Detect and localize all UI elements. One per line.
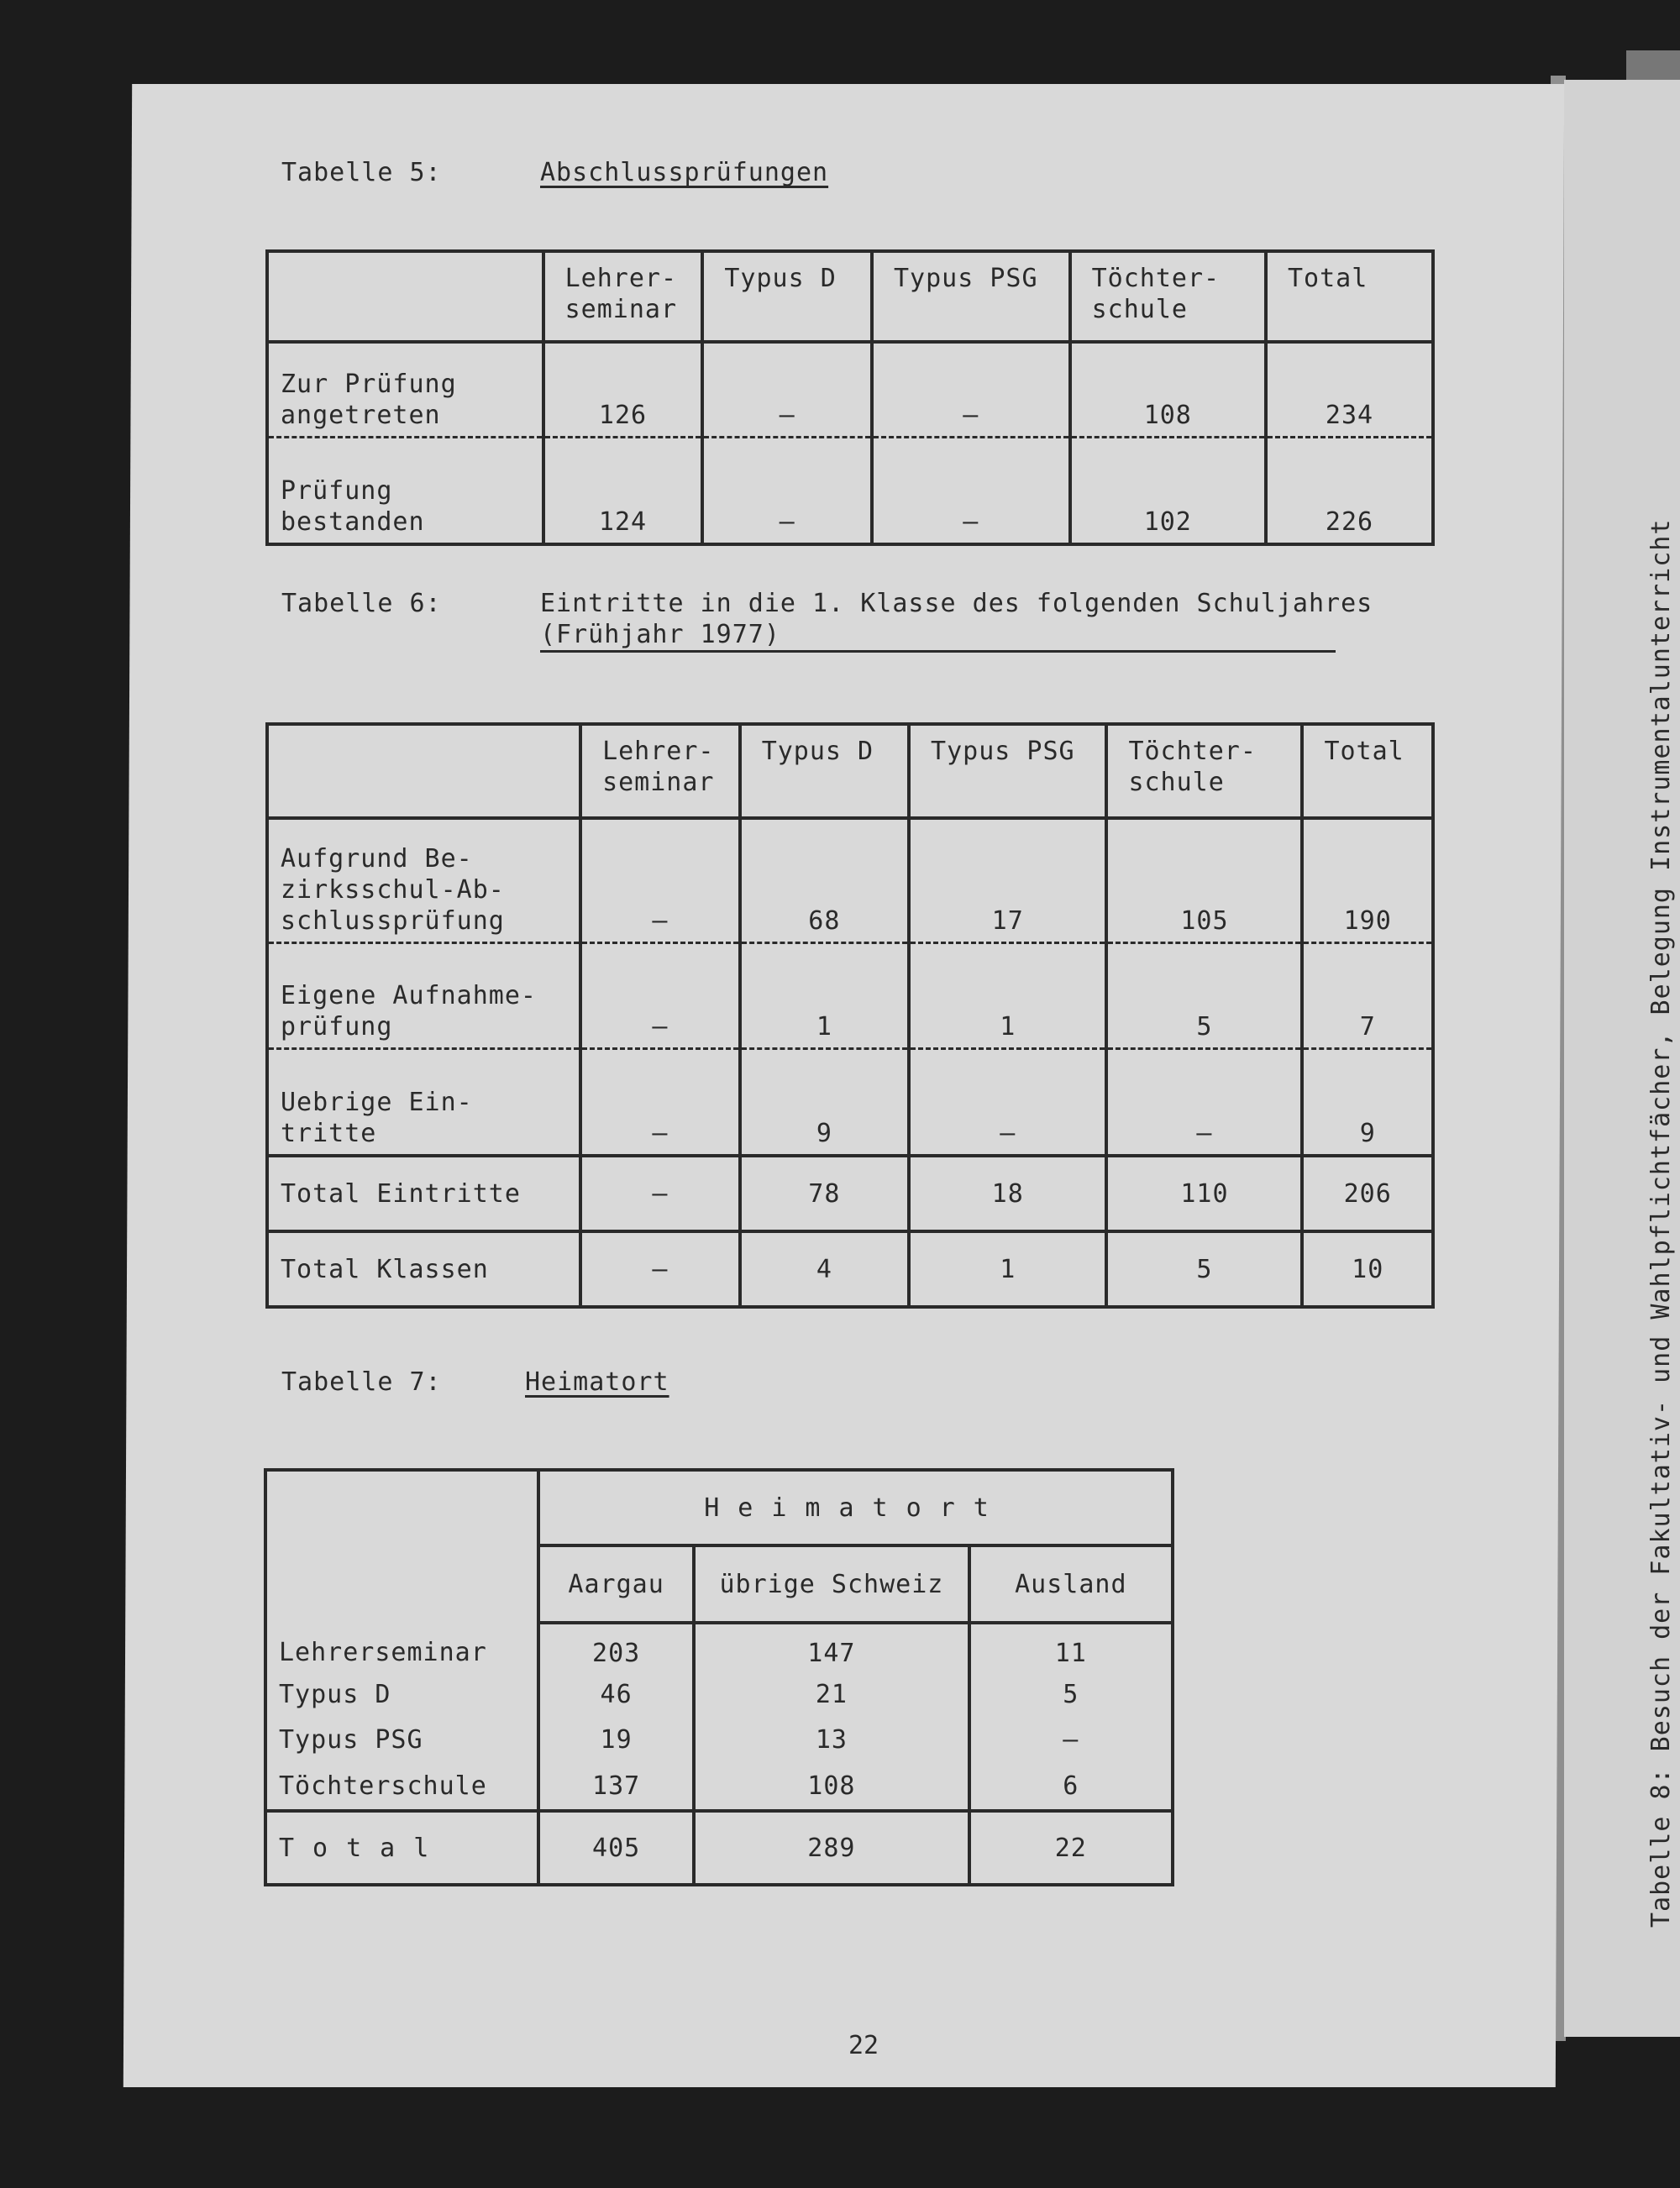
table-total-row [265,1811,1173,1885]
cell: 68 [740,818,909,942]
table-row [267,1156,1433,1231]
cell: 1 [909,1231,1106,1307]
cell: – [969,1717,1173,1762]
cell: 6 [969,1762,1173,1811]
page-number: 22 [848,2031,879,2060]
row-label: Töchterschule [265,1762,538,1811]
row-label: Typus D [265,1671,538,1717]
cell: – [580,1156,740,1231]
cell: 190 [1302,818,1433,942]
cell: – [872,437,1070,544]
table6-label: Tabelle 6: [281,589,442,618]
row-label: Uebrige Ein- tritte [267,1048,580,1156]
table7-col-header: übrige Schweiz [694,1545,969,1623]
side-caption: Tabelle 8: Besuch der Fakultativ- und Wahlpflichtfächer, Belegung Instrumentalunterricht [1646,518,1676,1928]
cell: 1 [909,942,1106,1048]
table-row [265,1671,1173,1717]
cell: 9 [1302,1048,1433,1156]
cell: 137 [538,1762,694,1811]
table6-col-header: Töchter- schule [1106,724,1302,818]
cell: 9 [740,1048,909,1156]
row-label: Eigene Aufnahme- prüfung [267,942,580,1048]
cell: – [580,942,740,1048]
row-label: Lehrerseminar [265,1623,538,1671]
cell: – [580,1048,740,1156]
cell: 19 [538,1717,694,1762]
row-label: Aufgrund Be- zirksschul-Ab- schlussprüfung [267,818,580,942]
cell: 147 [694,1623,969,1671]
table-row [267,818,1433,942]
cell: 5 [1106,942,1302,1048]
table5-col-header: Töchter- schule [1070,251,1266,342]
row-label: Total Eintritte [267,1156,580,1231]
cell: – [872,342,1070,437]
table7-label: Tabelle 7: [281,1367,442,1397]
cell: 126 [543,342,703,437]
cell: 21 [694,1671,969,1717]
total-label: Total [279,1833,448,1863]
table5-col-header: Typus D [702,251,872,342]
table-row [267,342,1433,437]
cell: – [702,437,872,544]
table-row [265,1762,1173,1811]
cell: 7 [1302,942,1433,1048]
cell: 289 [694,1811,969,1885]
row-label: Total Klassen [267,1231,580,1307]
table5-title: Abschlussprüfungen [540,158,829,187]
row-label: Typus PSG [265,1717,538,1762]
cell: 108 [1070,342,1266,437]
row-label: Prüfung bestanden [267,437,543,544]
cell: – [1106,1048,1302,1156]
cell: 203 [538,1623,694,1671]
table6-col-header: Lehrer- seminar [580,724,740,818]
table6-col-header: Total [1302,724,1433,818]
table7-group-header [538,1470,1173,1545]
cell: 46 [538,1671,694,1717]
cell: 4 [740,1231,909,1307]
cell: 124 [543,437,703,544]
cell: 10 [1302,1231,1433,1307]
group-header-text: Heimatort [704,1493,1007,1523]
table7-corner [265,1470,538,1623]
table6-col-header: Typus PSG [909,724,1106,818]
cell: 18 [909,1156,1106,1231]
table5-col-header: Lehrer- seminar [543,251,703,342]
cell: – [909,1048,1106,1156]
cell: – [580,818,740,942]
table-row [265,1717,1173,1762]
cell: 234 [1266,342,1433,437]
row-label: Zur Prüfung angetreten [267,342,543,437]
table-row [267,1048,1433,1156]
cell: 102 [1070,437,1266,544]
table-row [267,437,1433,544]
cell: 206 [1302,1156,1433,1231]
cell: 13 [694,1717,969,1762]
table5 [265,249,1435,546]
row-label [265,1811,538,1885]
cell: 5 [1106,1231,1302,1307]
cell: 17 [909,818,1106,942]
table7-col-header: Ausland [969,1545,1173,1623]
table-row [267,1231,1433,1307]
cell: 78 [740,1156,909,1231]
cell: 5 [969,1671,1173,1717]
table7-title: Heimatort [525,1367,669,1397]
cell: 105 [1106,818,1302,942]
cell: 22 [969,1811,1173,1885]
table5-corner [267,251,543,342]
cell: 110 [1106,1156,1302,1231]
cell: 405 [538,1811,694,1885]
table6-title: Eintritte in die 1. Klasse des folgenden Schuljahres (Frühjahr 1977) [540,588,1336,653]
cell: 108 [694,1762,969,1811]
table6-corner [267,724,580,818]
table6 [265,722,1435,1309]
cell: 1 [740,942,909,1048]
cell: 226 [1266,437,1433,544]
table5-label: Tabelle 5: [281,158,442,187]
table7-col-header: Aargau [538,1545,694,1623]
table5-col-header: Typus PSG [872,251,1070,342]
table7 [264,1468,1174,1886]
table-row [267,942,1433,1048]
table5-col-header: Total [1266,251,1433,342]
cell: 11 [969,1623,1173,1671]
cell: – [702,342,872,437]
table-row [265,1623,1173,1671]
cell: – [580,1231,740,1307]
table6-col-header: Typus D [740,724,909,818]
